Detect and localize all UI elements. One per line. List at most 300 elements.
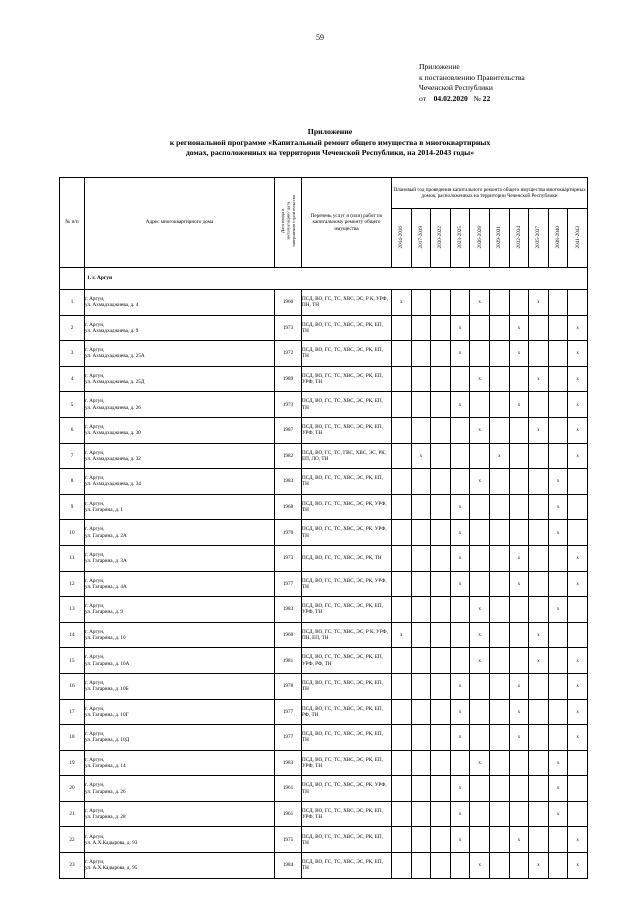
plan-mark: [431, 545, 451, 571]
plan-mark: [529, 392, 549, 418]
header-year: Дата ввода в эксплуатацию/ дата завершения строительства: [279, 195, 296, 248]
plan-mark: [529, 597, 549, 623]
plan-mark: x: [568, 545, 588, 571]
commission-year: 1977: [275, 699, 302, 725]
plan-mark: [411, 776, 431, 802]
address-city: г. Аргун,: [85, 628, 105, 635]
plan-mark: [509, 853, 529, 879]
plan-mark: [509, 366, 529, 392]
address-city: г. Аргун,: [85, 833, 105, 840]
plan-mark: x: [568, 648, 588, 674]
row-number: 11: [60, 545, 85, 571]
period-header-cell: [489, 209, 509, 268]
plan-mark: [489, 648, 509, 674]
works-list: ПСД, ВО, ГС, ТС, ХВС, ЭС, РК, ЕП, УРФ, РФ, ТН: [302, 648, 392, 674]
works-list: ПСД, ВО, ГС, ТС, ХВС, ЭС, РК, УРФ, ТН: [302, 776, 392, 802]
plan-mark: [411, 853, 431, 879]
address-street: ул. Ахмадхаджиева, д. 32: [85, 455, 141, 462]
address-cell: [85, 622, 275, 648]
plan-mark: x: [568, 392, 588, 418]
plan-mark: [392, 366, 412, 392]
works-list: ПСД, ВО, ГС, ТС, ХВС, ЭС, РК, УРФ, ТН: [302, 494, 392, 520]
plan-mark: [568, 520, 588, 546]
address-city: г. Аргун,: [85, 296, 105, 303]
plan-mark: [529, 571, 549, 597]
section-title: 1. г. Аргун: [85, 268, 588, 290]
plan-mark: x: [529, 622, 549, 648]
period-header-cell: [509, 209, 529, 268]
plan-mark: [392, 853, 412, 879]
plan-mark: [568, 750, 588, 776]
plan-mark: [450, 750, 470, 776]
plan-mark: [548, 648, 568, 674]
address-street: ул. Гагарина, д. 1: [85, 507, 124, 514]
address-street: ул. А.Х.Кадырова, д. 95: [85, 865, 138, 872]
address-street: ул. Гагарина, д. 10: [85, 635, 126, 642]
plan-mark: [568, 801, 588, 827]
plan-mark: [470, 827, 490, 853]
address-city: г. Аргун,: [85, 424, 105, 431]
address-city: г. Аргун,: [85, 347, 105, 354]
period-label: 2035-2037: [535, 225, 542, 249]
plan-mark: [489, 469, 509, 495]
plan-mark: [529, 545, 549, 571]
plan-mark: [548, 673, 568, 699]
plan-mark: [529, 469, 549, 495]
plan-mark: [470, 494, 490, 520]
works-list: ПСД, ВО, ГС, ТС, ХВС, ЭС, РК, ЕП, ТН: [302, 827, 392, 853]
commission-year: 1977: [275, 725, 302, 751]
plan-mark: [411, 571, 431, 597]
plan-mark: [509, 801, 529, 827]
address-street: ул. Ахмадхаджиева, д. 9: [85, 327, 139, 334]
plan-mark: x: [509, 827, 529, 853]
address-cell: [85, 520, 275, 546]
plan-mark: [529, 827, 549, 853]
commission-year: 1972: [275, 341, 302, 367]
address-cell: [85, 597, 275, 623]
plan-mark: x: [392, 290, 412, 316]
commission-year: 1982: [275, 443, 302, 469]
address-street: ул. Гагарина, д. 28: [85, 814, 126, 821]
plan-mark: [450, 853, 470, 879]
address-street: ул. Гагарина, д. 26: [85, 788, 126, 795]
plan-mark: [411, 520, 431, 546]
works-list: ПСД, ВО, ГС, ТС, ХВС, ЭС, РК, ТН: [302, 545, 392, 571]
header-plan: Плановый год проведения капитального ремонта общего имущества многоквартирных домов, расположенных на территории Чеченской Республики: [392, 178, 588, 209]
commission-year: 1987: [275, 417, 302, 443]
plan-mark: [431, 648, 451, 674]
plan-mark: [509, 494, 529, 520]
plan-mark: [509, 597, 529, 623]
address-city: г. Аргун,: [85, 603, 105, 610]
plan-mark: [470, 725, 490, 751]
plan-mark: [470, 776, 490, 802]
plan-mark: x: [509, 699, 529, 725]
plan-mark: [450, 469, 470, 495]
plan-mark: x: [450, 776, 470, 802]
plan-mark: [392, 571, 412, 597]
plan-mark: [392, 520, 412, 546]
plan-mark: x: [529, 417, 549, 443]
plan-mark: x: [450, 725, 470, 751]
plan-mark: x: [509, 341, 529, 367]
works-list: ПСД, ВО, ГС, ТС, ХВС, ЭС, РК, ЕП, УРФ, ТН: [302, 417, 392, 443]
plan-mark: x: [548, 494, 568, 520]
plan-mark: x: [470, 597, 490, 623]
plan-mark: x: [450, 520, 470, 546]
table-row: [60, 571, 588, 597]
works-list: ПСД, ВО, ГС, ТС, ХВС, ЭС, РК, ЕП, УРФ, ТН: [302, 801, 392, 827]
plan-mark: [548, 571, 568, 597]
plan-mark: [411, 622, 431, 648]
plan-mark: [509, 469, 529, 495]
plan-mark: [529, 673, 549, 699]
address-city: г. Аргун,: [85, 552, 105, 559]
row-number: 13: [60, 597, 85, 623]
plan-mark: [529, 315, 549, 341]
plan-mark: [548, 366, 568, 392]
plan-mark: x: [529, 366, 549, 392]
plan-mark: [489, 417, 509, 443]
plan-mark: [470, 545, 490, 571]
address-city: г. Аргун,: [85, 577, 105, 584]
plan-mark: [489, 827, 509, 853]
address-cell: [85, 443, 275, 469]
plan-mark: [392, 699, 412, 725]
plan-mark: [431, 341, 451, 367]
address-cell: [85, 469, 275, 495]
plan-mark: x: [470, 853, 490, 879]
commission-year: 1961: [275, 776, 302, 802]
plan-mark: [548, 290, 568, 316]
plan-mark: [431, 571, 451, 597]
commission-year: 1977: [275, 571, 302, 597]
works-list: ПСД, ВО, ГС, ТС, ГВС, ХВС, ЭС, РК, ЕП, ЛО, ТН: [302, 443, 392, 469]
period-header-cell: [568, 209, 588, 268]
address-cell: [85, 315, 275, 341]
commission-year: 1983: [275, 469, 302, 495]
row-number: 10: [60, 520, 85, 546]
address-cell: [85, 673, 275, 699]
row-number: 5: [60, 392, 85, 418]
plan-mark: [529, 494, 549, 520]
works-list: ПСД, ВО, ГС, ТС, ХВС, ЭС, РК, ЕП, ТН: [302, 469, 392, 495]
row-number: 18: [60, 725, 85, 751]
row-number: 16: [60, 673, 85, 699]
plan-mark: [431, 622, 451, 648]
commission-year: 1968: [275, 494, 302, 520]
commission-year: 1989: [275, 366, 302, 392]
period-header-cell: [392, 209, 412, 268]
plan-mark: x: [470, 366, 490, 392]
plan-mark: [411, 392, 431, 418]
plan-mark: x: [450, 341, 470, 367]
commission-year: 1973: [275, 315, 302, 341]
plan-mark: [489, 622, 509, 648]
plan-mark: x: [411, 443, 431, 469]
plan-mark: [489, 494, 509, 520]
table-row: [60, 750, 588, 776]
address-city: г. Аргун,: [85, 449, 105, 456]
commission-year: 1970: [275, 520, 302, 546]
plan-mark: x: [568, 315, 588, 341]
plan-mark: [548, 827, 568, 853]
plan-mark: [470, 443, 490, 469]
plan-mark: [568, 776, 588, 802]
plan-mark: x: [529, 648, 549, 674]
plan-mark: [411, 673, 431, 699]
plan-mark: [431, 520, 451, 546]
plan-mark: [431, 699, 451, 725]
works-list: ПСД, ВО, ГС, ТС, ХВС, ЭС, РК, ЕП, ТН: [302, 673, 392, 699]
plan-mark: [489, 725, 509, 751]
address-cell: [85, 750, 275, 776]
table-row: [60, 494, 588, 520]
plan-mark: [489, 853, 509, 879]
plan-mark: x: [568, 699, 588, 725]
plan-mark: [392, 673, 412, 699]
approval-line-3: Чеченской Республики: [419, 83, 493, 93]
plan-mark: [450, 366, 470, 392]
plan-mark: x: [509, 315, 529, 341]
plan-mark: [509, 776, 529, 802]
approval-block: [419, 62, 525, 104]
plan-mark: [392, 725, 412, 751]
table-row: [60, 673, 588, 699]
address-city: г. Аргун,: [85, 705, 105, 712]
approval-number: 22: [482, 93, 491, 103]
plan-mark: [489, 545, 509, 571]
plan-mark: [411, 315, 431, 341]
table-row: [60, 622, 588, 648]
plan-mark: [450, 290, 470, 316]
address-city: г. Аргун,: [85, 372, 105, 379]
table-row: [60, 827, 588, 853]
plan-mark: [548, 725, 568, 751]
works-list: ПСД, ВО, ГС, ТС, ХВС, ЭС, РК, ЕП, ТН: [302, 725, 392, 751]
address-street: ул. Гагарина, д. 10Д: [85, 737, 130, 744]
works-list: ПСД, ВО, ГС, ТС, ХВС, ЭС, РК, ЕП, УРФ, ТН: [302, 597, 392, 623]
plan-mark: [470, 341, 490, 367]
table-row: [60, 699, 588, 725]
plan-mark: [548, 622, 568, 648]
address-cell: [85, 648, 275, 674]
address-city: г. Аргун,: [85, 475, 105, 482]
period-label: 2026-2028: [476, 225, 483, 249]
heading-line-3: домах, расположенных на территории Чеченской Республики, на 2014-2043 годы»: [185, 148, 475, 157]
period-label: 2029-2031: [496, 225, 503, 249]
plan-mark: [411, 417, 431, 443]
plan-mark: [411, 290, 431, 316]
address-street: ул. Гагарина, д. 9: [85, 609, 124, 616]
address-city: г. Аргун,: [85, 782, 105, 789]
commission-year: 1981: [275, 648, 302, 674]
table-row: [60, 341, 588, 367]
plan-mark: [568, 469, 588, 495]
plan-mark: x: [568, 673, 588, 699]
row-number: 19: [60, 750, 85, 776]
plan-mark: [431, 801, 451, 827]
plan-mark: [411, 725, 431, 751]
row-number: 21: [60, 801, 85, 827]
period-header-cell: [431, 209, 451, 268]
section-num-cell: [60, 268, 85, 290]
commission-year: 1960: [275, 622, 302, 648]
plan-mark: x: [450, 699, 470, 725]
works-list: ПСД, ВО, ГС, ТС, ХВС, ЭС, РК, ЕП, УРФ, ТН: [302, 366, 392, 392]
plan-mark: [431, 827, 451, 853]
address-street: ул. Гагарина, д. 10Б: [85, 686, 129, 693]
row-number: 15: [60, 648, 85, 674]
row-number: 8: [60, 469, 85, 495]
program-table: [59, 177, 588, 879]
plan-mark: [411, 801, 431, 827]
table-row: [60, 469, 588, 495]
approval-date-line: [419, 94, 525, 105]
works-list: ПСД, ВО, ГС, ТС, ХВС, ЭС, Р К, УРФ, ПН, ТН: [302, 290, 392, 316]
address-street: ул. Гагарина, д. 10Г: [85, 711, 129, 718]
plan-mark: [392, 469, 412, 495]
address-city: г. Аргун,: [85, 756, 105, 763]
plan-mark: [509, 290, 529, 316]
row-number: 7: [60, 443, 85, 469]
period-label: 2038-2040: [555, 225, 562, 249]
address-street: ул. Гагарина, д. 3А: [85, 558, 127, 565]
plan-mark: x: [568, 827, 588, 853]
plan-mark: [489, 290, 509, 316]
plan-mark: [392, 315, 412, 341]
header-year-cell: [275, 178, 302, 268]
plan-mark: [548, 853, 568, 879]
address-cell: [85, 417, 275, 443]
plan-mark: [489, 392, 509, 418]
commission-year: 1975: [275, 827, 302, 853]
plan-mark: [489, 673, 509, 699]
plan-mark: [548, 699, 568, 725]
plan-mark: [529, 725, 549, 751]
plan-mark: x: [489, 443, 509, 469]
address-city: г. Аргун,: [85, 321, 105, 328]
plan-mark: [411, 545, 431, 571]
table-row: [60, 597, 588, 623]
plan-mark: [489, 776, 509, 802]
address-cell: [85, 392, 275, 418]
plan-mark: x: [450, 545, 470, 571]
plan-mark: [411, 469, 431, 495]
period-header-cell: [450, 209, 470, 268]
plan-mark: [392, 648, 412, 674]
plan-mark: [548, 417, 568, 443]
address-street: ул. Ахмадхаджиева, д. 26: [85, 404, 141, 411]
plan-mark: x: [548, 776, 568, 802]
address-city: г. Аргун,: [85, 654, 105, 661]
plan-mark: x: [568, 341, 588, 367]
works-list: ПСД, ВО, ГС, ТС, ХВС, ЭС, РК, ЕП, ТН: [302, 853, 392, 879]
address-city: г. Аргун,: [85, 526, 105, 533]
table-row: [60, 290, 588, 316]
plan-mark: [431, 443, 451, 469]
plan-mark: [548, 545, 568, 571]
address-street: ул. Ахмадхаджиева, д. 25Д: [85, 379, 145, 386]
commission-year: 1973: [275, 392, 302, 418]
plan-mark: [450, 597, 470, 623]
plan-mark: x: [548, 469, 568, 495]
plan-mark: [529, 341, 549, 367]
plan-mark: x: [548, 520, 568, 546]
row-number: 9: [60, 494, 85, 520]
plan-mark: x: [450, 673, 470, 699]
plan-mark: [568, 622, 588, 648]
plan-mark: [411, 366, 431, 392]
plan-mark: [392, 341, 412, 367]
period-label: 2041-2043: [574, 225, 581, 249]
plan-mark: [411, 597, 431, 623]
plan-mark: x: [470, 417, 490, 443]
date-prefix: от: [419, 93, 427, 103]
plan-mark: x: [548, 750, 568, 776]
plan-mark: [509, 417, 529, 443]
address-city: г. Аргун,: [85, 859, 105, 866]
period-header-cell: [529, 209, 549, 268]
plan-mark: [431, 494, 451, 520]
address-cell: [85, 801, 275, 827]
period-label: 2014-2016: [398, 225, 405, 249]
plan-mark: x: [392, 622, 412, 648]
plan-mark: [392, 392, 412, 418]
plan-mark: [392, 417, 412, 443]
works-list: ПСД, ВО, ГС, ТС, ХВС, ЭС, РК, ЕП, ТН: [302, 315, 392, 341]
header-num: № п/п: [60, 178, 85, 268]
table-row: [60, 776, 588, 802]
plan-mark: [450, 417, 470, 443]
table-row: [60, 801, 588, 827]
plan-mark: x: [450, 494, 470, 520]
address-cell: [85, 699, 275, 725]
plan-mark: x: [568, 443, 588, 469]
table-row: [60, 520, 588, 546]
plan-mark: [489, 315, 509, 341]
address-cell: [85, 494, 275, 520]
plan-mark: [568, 290, 588, 316]
address-street: ул. Гагарина, д. 4А: [85, 583, 127, 590]
row-number: 6: [60, 417, 85, 443]
works-list: ПСД, ВО, ГС, ТС, ХВС, ЭС, РК, УРФ, ТН: [302, 520, 392, 546]
table-row: [60, 417, 588, 443]
table-row: [60, 853, 588, 879]
plan-mark: [431, 315, 451, 341]
address-city: г. Аргун,: [85, 398, 105, 405]
plan-mark: [529, 776, 549, 802]
address-city: г. Аргун,: [85, 500, 105, 507]
plan-mark: x: [450, 827, 470, 853]
plan-mark: [411, 750, 431, 776]
row-number: 14: [60, 622, 85, 648]
plan-mark: [548, 315, 568, 341]
plan-mark: [411, 494, 431, 520]
plan-mark: x: [529, 290, 549, 316]
plan-mark: x: [509, 571, 529, 597]
plan-mark: [431, 392, 451, 418]
period-header-cell: [411, 209, 431, 268]
table-row: [60, 443, 588, 469]
plan-mark: x: [568, 853, 588, 879]
plan-mark: [470, 520, 490, 546]
header-address: Адрес многоквартирного дома: [85, 178, 275, 268]
plan-mark: [450, 622, 470, 648]
plan-mark: [489, 597, 509, 623]
address-cell: [85, 571, 275, 597]
